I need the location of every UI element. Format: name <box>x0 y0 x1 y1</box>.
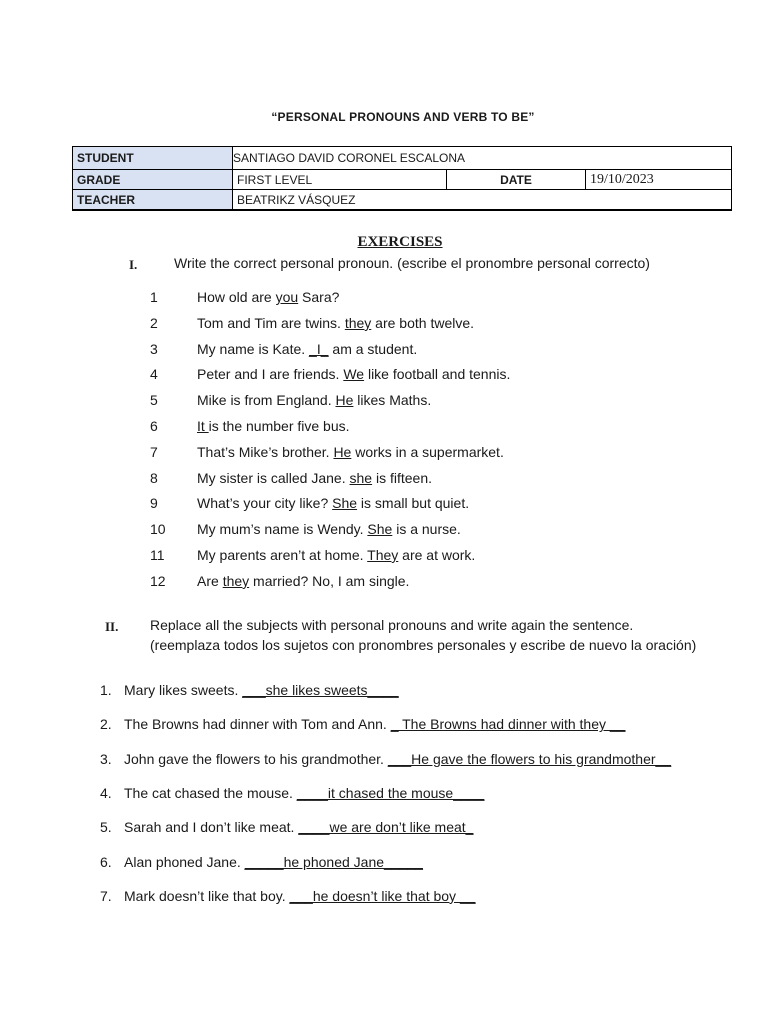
item-text <box>197 392 431 408</box>
item-text <box>197 341 417 357</box>
item-number: 12 <box>150 572 166 589</box>
item-prefix: My sister is called Jane. <box>197 469 350 486</box>
exercise2-item <box>100 785 484 801</box>
item-suffix: Sara? <box>298 289 340 305</box>
item-suffix: like football and tennis. <box>364 366 511 383</box>
item-suffix: is a nurse. <box>392 521 461 538</box>
item-number: 6. <box>100 853 112 870</box>
teacher-value: BEATRIKZ VÁSQUEZ <box>233 190 732 211</box>
item-answer: ____it chased the mouse____ <box>296 784 485 801</box>
item-prefix: Mary likes sweets. <box>124 682 243 698</box>
item-answer: She <box>332 495 358 512</box>
item-number: 11 <box>150 547 165 563</box>
item-text <box>197 315 474 331</box>
item-suffix: am a student. <box>328 340 418 357</box>
item-prefix: My name is Kate. <box>197 340 310 357</box>
teacher-label: TEACHER <box>73 190 233 211</box>
item-text <box>197 418 350 434</box>
item-prefix: John gave the flowers to his grandmother. <box>124 750 388 767</box>
section1-instruction: Write the correct personal pronoun. (escribe el pronombre personal correcto) <box>174 255 650 271</box>
item-number: 1. <box>100 682 112 698</box>
section2-instruction-line1: Replace all the subjects with personal pronouns and write again the sentence. <box>150 617 634 633</box>
item-answer: they <box>344 314 372 331</box>
item-answer: It <box>197 418 209 434</box>
item-suffix: is the number five bus. <box>208 418 350 434</box>
item-number: 10 <box>150 521 166 538</box>
worksheet-title: “PERSONAL PRONOUNS AND VERB TO BE” <box>271 110 535 124</box>
item-answer: She <box>367 521 393 538</box>
item-prefix: Are <box>197 572 223 589</box>
item-number: 3 <box>150 340 158 357</box>
item-number: 7 <box>150 443 158 460</box>
student-info-table <box>72 146 732 211</box>
item-answer: _____he phoned Jane_____ <box>244 853 423 870</box>
item-number: 5 <box>150 392 158 409</box>
item-answer: ___He gave the flowers to his grandmother__ <box>387 750 672 767</box>
item-number: 8 <box>150 469 158 486</box>
exercise2-item <box>100 751 671 767</box>
item-prefix: Peter and I are friends. <box>197 366 344 383</box>
item-text <box>197 470 432 486</box>
item-suffix: likes Maths. <box>353 392 432 409</box>
item-number: 6 <box>150 418 158 434</box>
item-prefix: What’s your city like? <box>197 495 333 512</box>
item-prefix: Mark doesn’t like that boy. <box>124 887 290 904</box>
item-answer: _I_ <box>309 340 329 357</box>
grade-value: FIRST LEVEL <box>233 170 447 190</box>
item-suffix: married? No, I am single. <box>249 572 410 589</box>
item-answer: ___he doesn’t like that boy __ <box>289 887 476 904</box>
item-prefix: My mum’s name is Wendy. <box>197 521 368 538</box>
item-prefix: Alan phoned Jane. <box>124 853 245 870</box>
item-number: 7. <box>100 887 112 904</box>
exercise2-item <box>100 716 625 732</box>
item-suffix: are at work. <box>398 547 476 563</box>
item-text <box>197 366 510 382</box>
item-text <box>197 573 409 589</box>
exercises-heading: EXERCISES <box>357 234 443 250</box>
item-number: 5. <box>100 819 112 836</box>
item-answer: ___she likes sweets____ <box>242 682 399 698</box>
item-prefix: The Browns had dinner with Tom and Ann. <box>124 716 391 733</box>
exercise2-item <box>100 888 476 904</box>
item-answer: They <box>367 547 399 563</box>
item-number: 4. <box>100 784 112 801</box>
section2-instruction-line2: (reemplaza todos los sujetos con pronombres personales y escribe de nuevo la oración) <box>150 637 697 653</box>
item-suffix: are both twelve. <box>371 314 475 331</box>
item-answer: ____we are don’t like meat_ <box>298 819 474 836</box>
exercise2-item <box>100 819 473 835</box>
item-prefix: Mike is from England. <box>197 392 336 409</box>
item-suffix: works in a supermarket. <box>351 443 504 460</box>
student-value: SANTIAGO DAVID CORONEL ESCALONA <box>233 147 732 170</box>
item-number: 4 <box>150 366 158 383</box>
item-prefix: Sarah and I don’t like meat. <box>124 819 299 836</box>
item-prefix: My parents aren’t at home. <box>197 547 368 563</box>
item-answer: she <box>349 469 373 486</box>
item-number: 9 <box>150 495 158 512</box>
item-text <box>197 547 475 563</box>
item-number: 1 <box>150 289 158 305</box>
item-suffix: is fifteen. <box>372 469 432 486</box>
item-answer: We <box>343 366 365 383</box>
date-label: DATE <box>447 170 586 190</box>
item-answer: He <box>333 443 352 460</box>
item-prefix: The cat chased the mouse. <box>124 784 297 801</box>
item-text <box>197 444 504 460</box>
item-prefix: Tom and Tim are twins. <box>197 314 345 331</box>
item-text <box>197 521 461 537</box>
section1-number: I. <box>129 257 138 272</box>
item-prefix: How old are <box>197 289 276 305</box>
student-label: STUDENT <box>73 147 233 170</box>
item-number: 3. <box>100 750 112 767</box>
grade-label: GRADE <box>73 170 233 190</box>
item-suffix: is small but quiet. <box>357 495 470 512</box>
exercise2-item <box>100 682 399 698</box>
item-text <box>197 495 469 511</box>
item-number: 2 <box>150 314 158 331</box>
date-value: 19/10/2023 <box>586 170 732 190</box>
item-answer: He <box>335 392 354 409</box>
item-answer: you <box>275 289 299 305</box>
item-number: 2. <box>100 716 112 733</box>
exercise2-item <box>100 854 423 870</box>
item-text <box>197 289 339 305</box>
item-prefix: That’s Mike’s brother. <box>197 443 334 460</box>
item-answer: _ The Browns had dinner with they __ <box>390 716 626 733</box>
section2-number: II. <box>105 619 119 634</box>
item-answer: they <box>222 572 250 589</box>
